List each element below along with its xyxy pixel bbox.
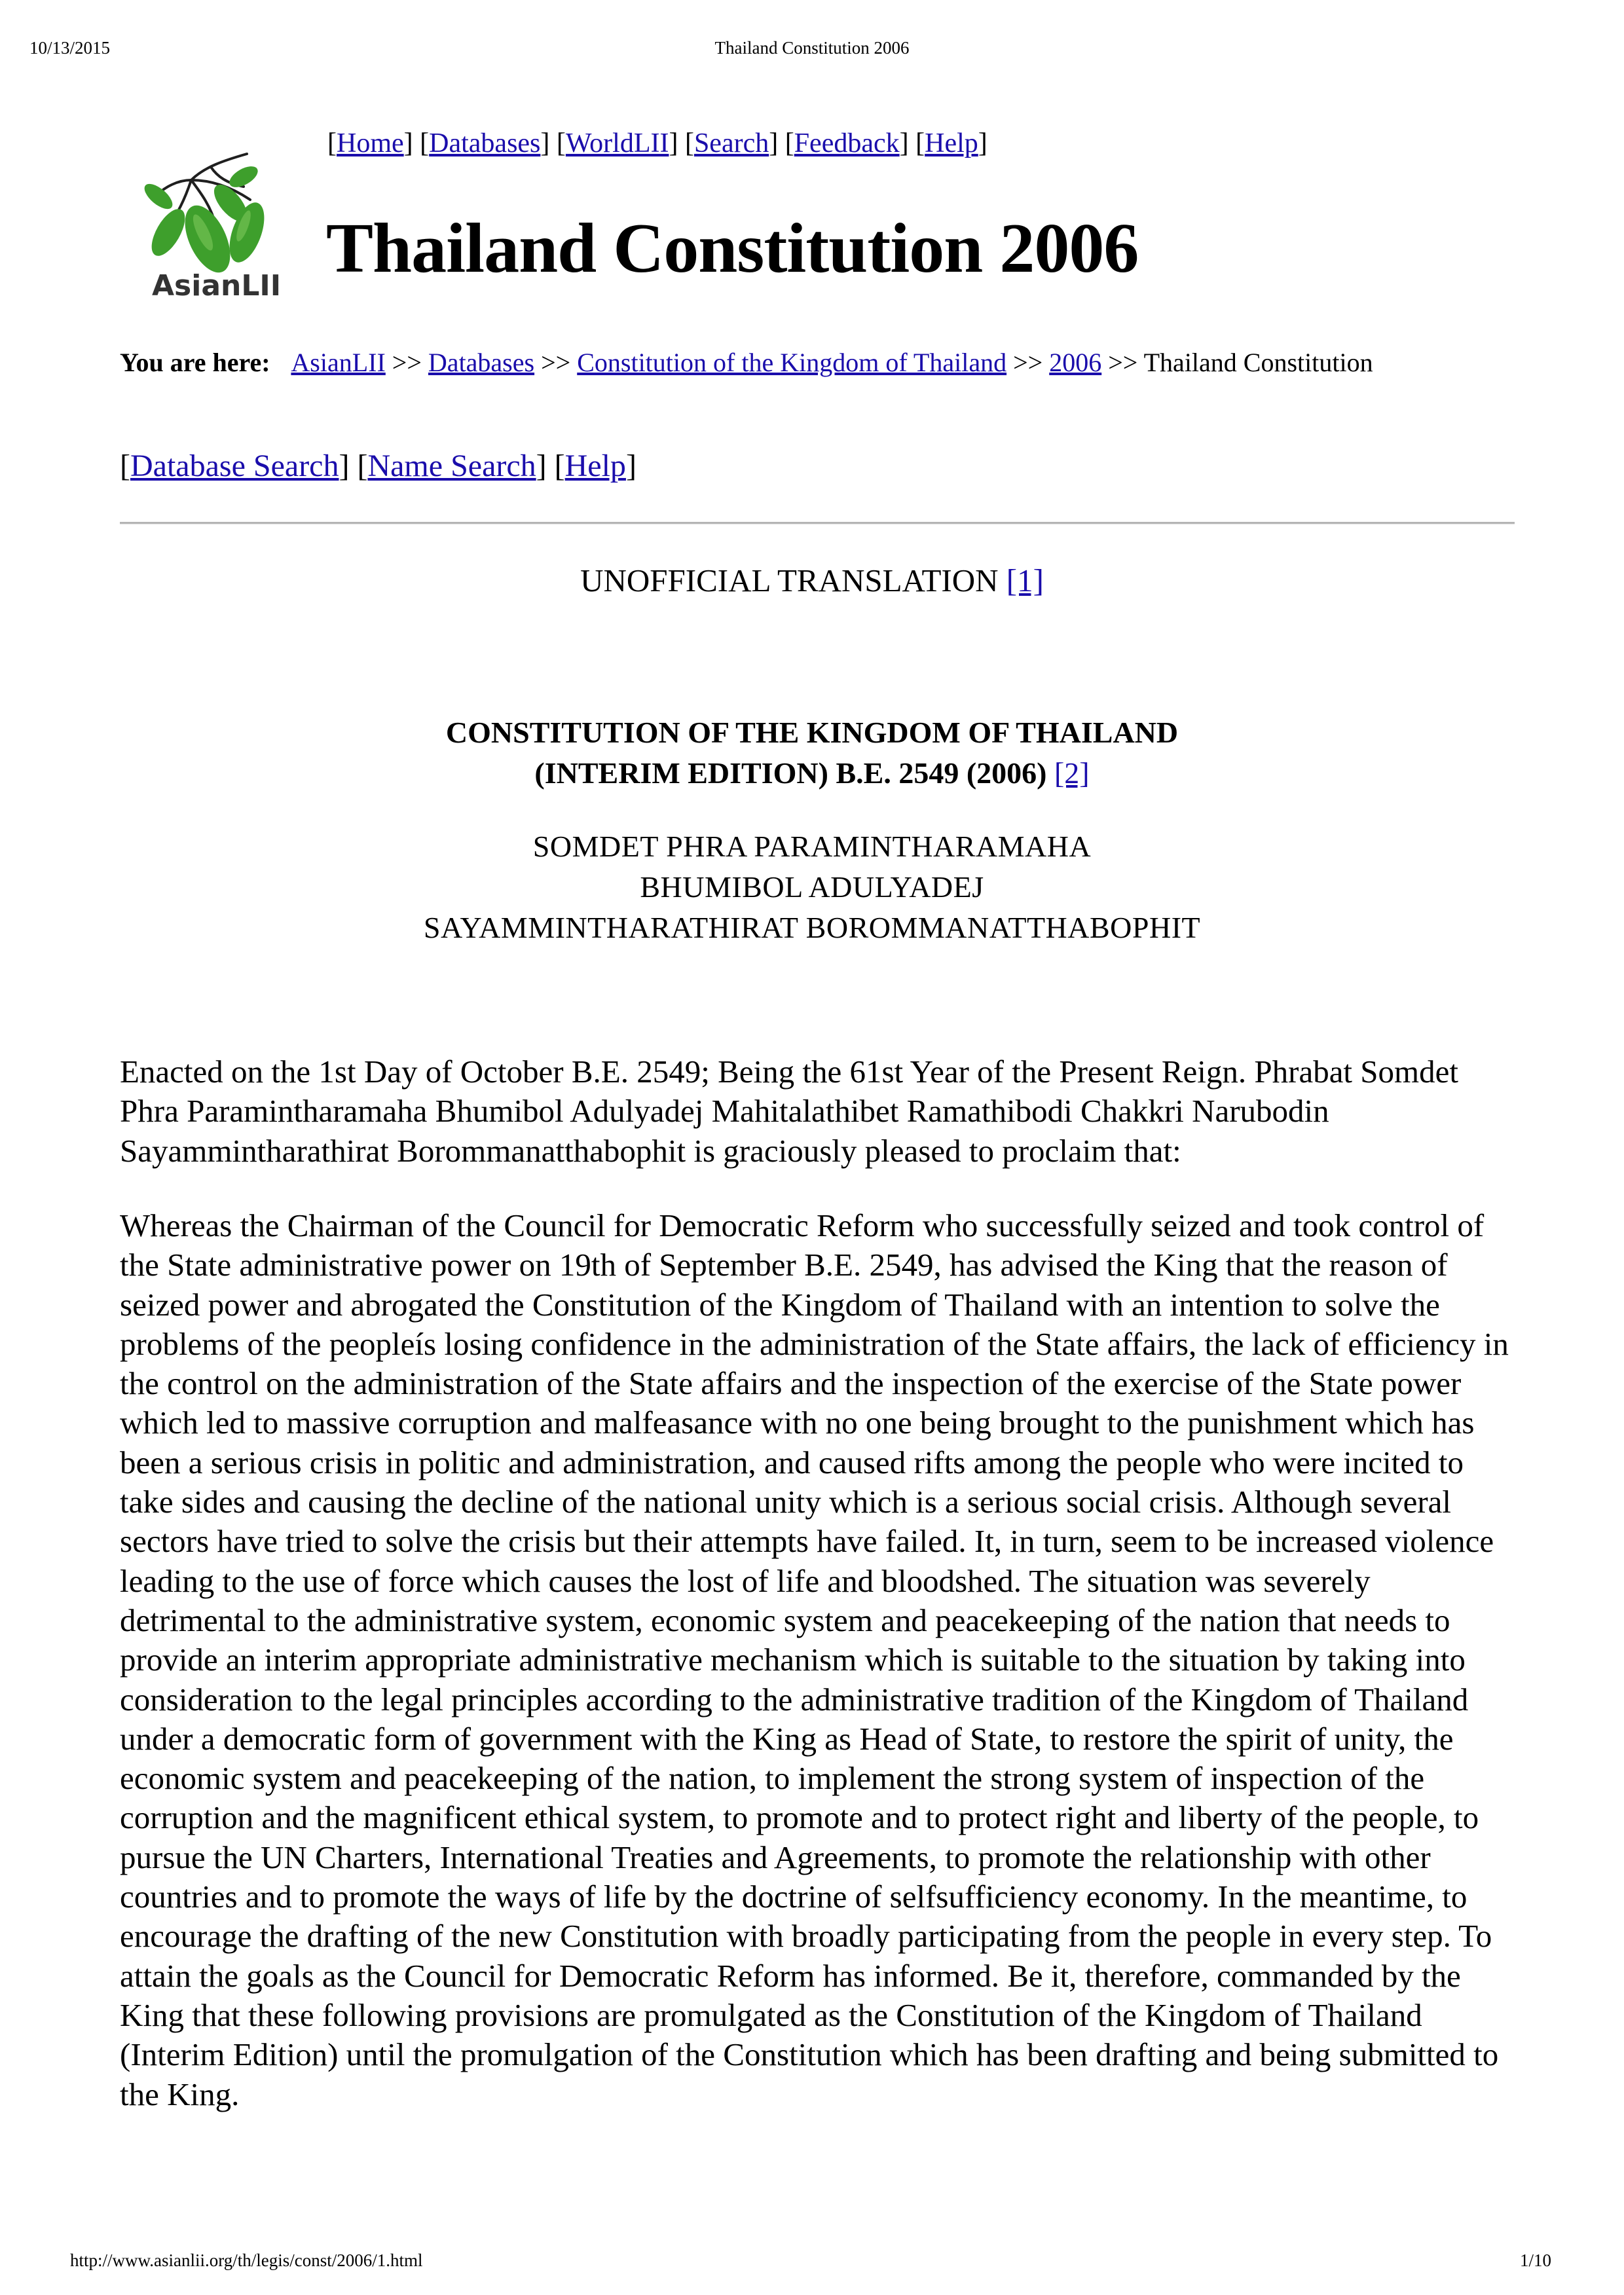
constitution-title [0,712,1624,794]
nav-search-link[interactable]: Search [693,128,769,158]
print-url: http://www.asianlii.org/th/legis/const/2006/1.html [70,2250,423,2270]
breadcrumb-separator: >> [392,348,422,377]
print-footer [29,2250,1595,2277]
divider [120,522,1515,524]
name-search-link[interactable]: Name Search [367,449,536,483]
breadcrumb-current: Thailand Constitution [1143,348,1373,377]
king-name-line3: SAYAMMINTHARATHIRAT BOROMMANATTHABOPHIT [423,911,1201,944]
breadcrumb-separator: >> [1108,348,1138,377]
preamble-paragraph: Whereas the Chairman of the Council for Democratic Reform who successfully seized and took control of the State administrative power on 19th of September B.E. 2549, has advised the King that the reason of seized power and abrogated the Constitution of the Kingdom of Thailand with an intention to solve the problems of the peopleís losing confidence in the administration of the State affairs, the lack of efficiency in the control on the administration of the State affairs and the inspection of the exercise of the State power which led to massive corruption and malfeasance with no one being brought to the punishment which has been a serious crisis in politic and administration, and caused rifts among the people who were incited to take sides and causing the decline of the national unity which is a serious social crisis. Although several sectors have tried to solve the crisis but their attempts have failed. It, in turn, seem to be increased violence leading to the use of force which causes the lost of life and bloodshed. The situation was severely detrimental to the administrative system, economic system and peacekeeping of the nation that needs to provide an interim appropriate administrative mechanism which is suitable to the situation by taking into consideration to the legal principles according to the administrative tradition of the Kingdom of Thailand under a democratic form of government with the King as Head of State, to restore the spirit of unity, the economic system and peacekeeping of the nation, to implement the strong system of inspection of the corruption and the magnificent ethical system, to promote and to protect right and liberty of the people, to pursue the UN Charters, International Treaties and Agreements, to promote the relationship with other countries and to promote the ways of life by the doctrine of selfsufficiency economy. In the meantime, to encourage the drafting of the new Constitution with broadly participating from the people in every step. To attain the goals as the Council for Democratic Reform has informed. Be it, therefore, commanded by the King that these following provisions are promulgated as the Constitution of the Kingdom of Thailand (Interim Edition) until the promulgation of the Constitution which has been drafting and being submitted to the King. [120,1207,1509,2112]
print-date: 10/13/2015 [29,38,111,58]
nav-feedback-link[interactable]: Feedback [794,128,900,158]
constitution-title-line2: (INTERIM EDITION) B.E. 2549 (2006) [534,756,1047,790]
footnote-1-link[interactable]: [1] [1006,562,1044,598]
print-header [29,38,1595,64]
breadcrumb-separator: >> [541,348,571,377]
page-number: 1/10 [1519,2250,1551,2270]
help-link[interactable]: Help [564,449,626,483]
breadcrumb-prefix: You are here: [120,348,270,377]
top-nav: [Home] [Databases] [WorldLII] [Search] [Feedback] [Help] [327,128,987,158]
asianlii-logo[interactable] [139,141,289,304]
unofficial-text: UNOFFICIAL TRANSLATION [580,562,999,598]
breadcrumb-asianlii-link[interactable]: AsianLII [291,348,386,377]
breadcrumb [120,346,1397,380]
unofficial-translation [0,562,1624,599]
enactment-paragraph: Enacted on the 1st Day of October B.E. 2549; Being the 61st Year of the Present Reign. Phrabat Somdet Phra Paramintharamaha Bhumibol Adulyadej Mahitalathibet Ramathibodi Chakkri Narubodin Sayammintharathirat Borommanatthabophit is graciously pleased to proclaim that: [120,1054,1459,1169]
king-name-line1: SOMDET PHRA PARAMINTHARAMAHA [532,830,1092,863]
nav-worldlii-link[interactable]: WorldLII [565,128,669,158]
king-name-line2: BHUMIBOL ADULYADEJ [640,870,984,904]
logo-text: AsianLII [152,269,282,303]
breadcrumb-separator: >> [1013,348,1043,377]
nav-databases-link[interactable]: Databases [429,128,541,158]
breadcrumb-constitution-link[interactable]: Constitution of the Kingdom of Thailand [577,348,1007,377]
breadcrumb-databases-link[interactable]: Databases [428,348,535,377]
nav-help-link[interactable]: Help [925,128,978,158]
nav-home-link[interactable]: Home [337,128,404,158]
database-search-link[interactable]: Database Search [130,449,339,483]
king-name-block [0,826,1624,948]
breadcrumb-2006-link[interactable]: 2006 [1049,348,1102,377]
footnote-2-link[interactable]: [2] [1054,756,1090,790]
print-title: Thailand Constitution 2006 [714,38,910,58]
page-title: Thailand Constitution 2006 [326,210,1139,287]
search-nav: [Database Search] [Name Search] [Help] [120,449,637,483]
constitution-title-line1: CONSTITUTION OF THE KINGDOM OF THAILAND [445,716,1179,749]
